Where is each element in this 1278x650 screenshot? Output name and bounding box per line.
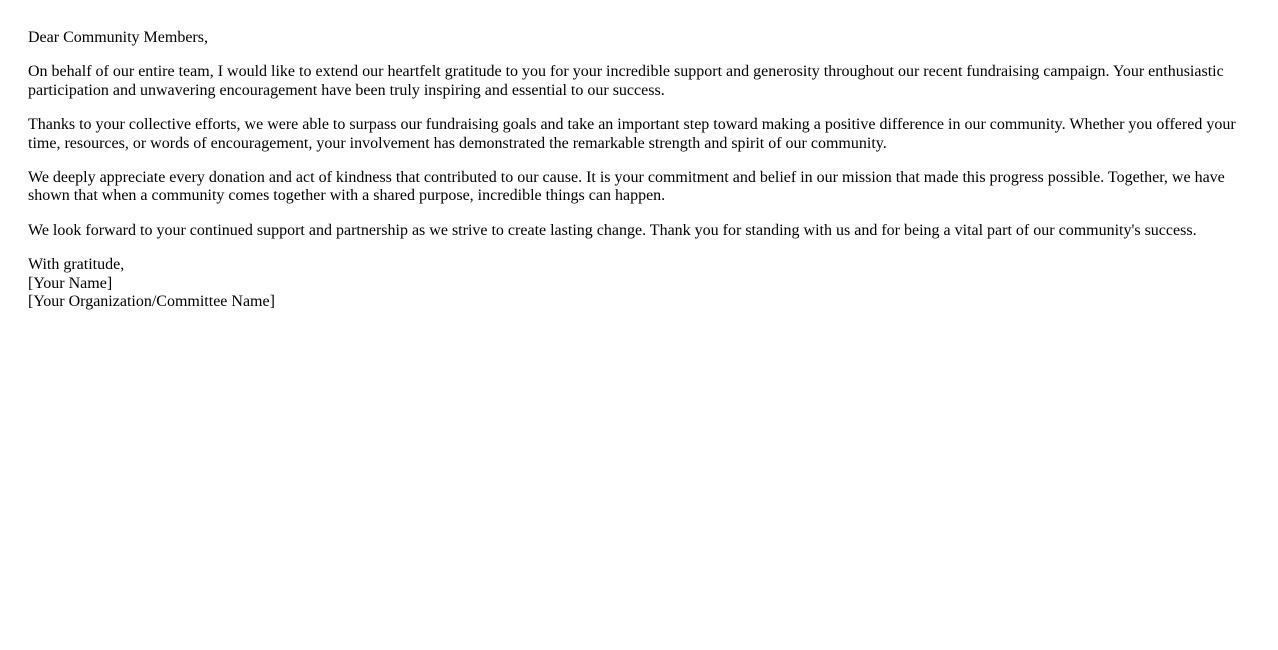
paragraph-future: We look forward to your continued support and partnership as we strive to create lasting change. Thank you for standing with us and for being a vital part of our community's success.: [28, 221, 1197, 239]
paragraph-gratitude: On behalf of our entire team, I would like to extend our heartfelt gratitude to you for your incredible support and generosity throughout our recent fundraising campaign. Your enthusiastic participation and unwavering encouragement have been truly inspiring and essential to our success.: [28, 63, 1224, 99]
salutation: Dear Community Members,: [28, 29, 208, 46]
signature-name-placeholder: [Your Name]: [28, 274, 113, 292]
paragraph-efforts: Thanks to your collective efforts, we were able to surpass our fundraising goals and take an important step toward making a positive difference in our community. Whether you offered your time, resources, or words of encouragement, your involvement has demonstrated the remarkable strength and spirit of our community.: [28, 116, 1236, 152]
signature-block: [28, 256, 1240, 311]
signature-org-placeholder: [Your Organization/Committee Name]: [28, 292, 275, 310]
closing: With gratitude,: [28, 256, 125, 274]
paragraph-appreciation: We deeply appreciate every donation and act of kindness that contributed to our cause. It is your commitment and belief in our mission that made this progress possible. Together, we have shown that when a community comes together with a shared purpose, incredible things can happen.: [28, 168, 1225, 205]
